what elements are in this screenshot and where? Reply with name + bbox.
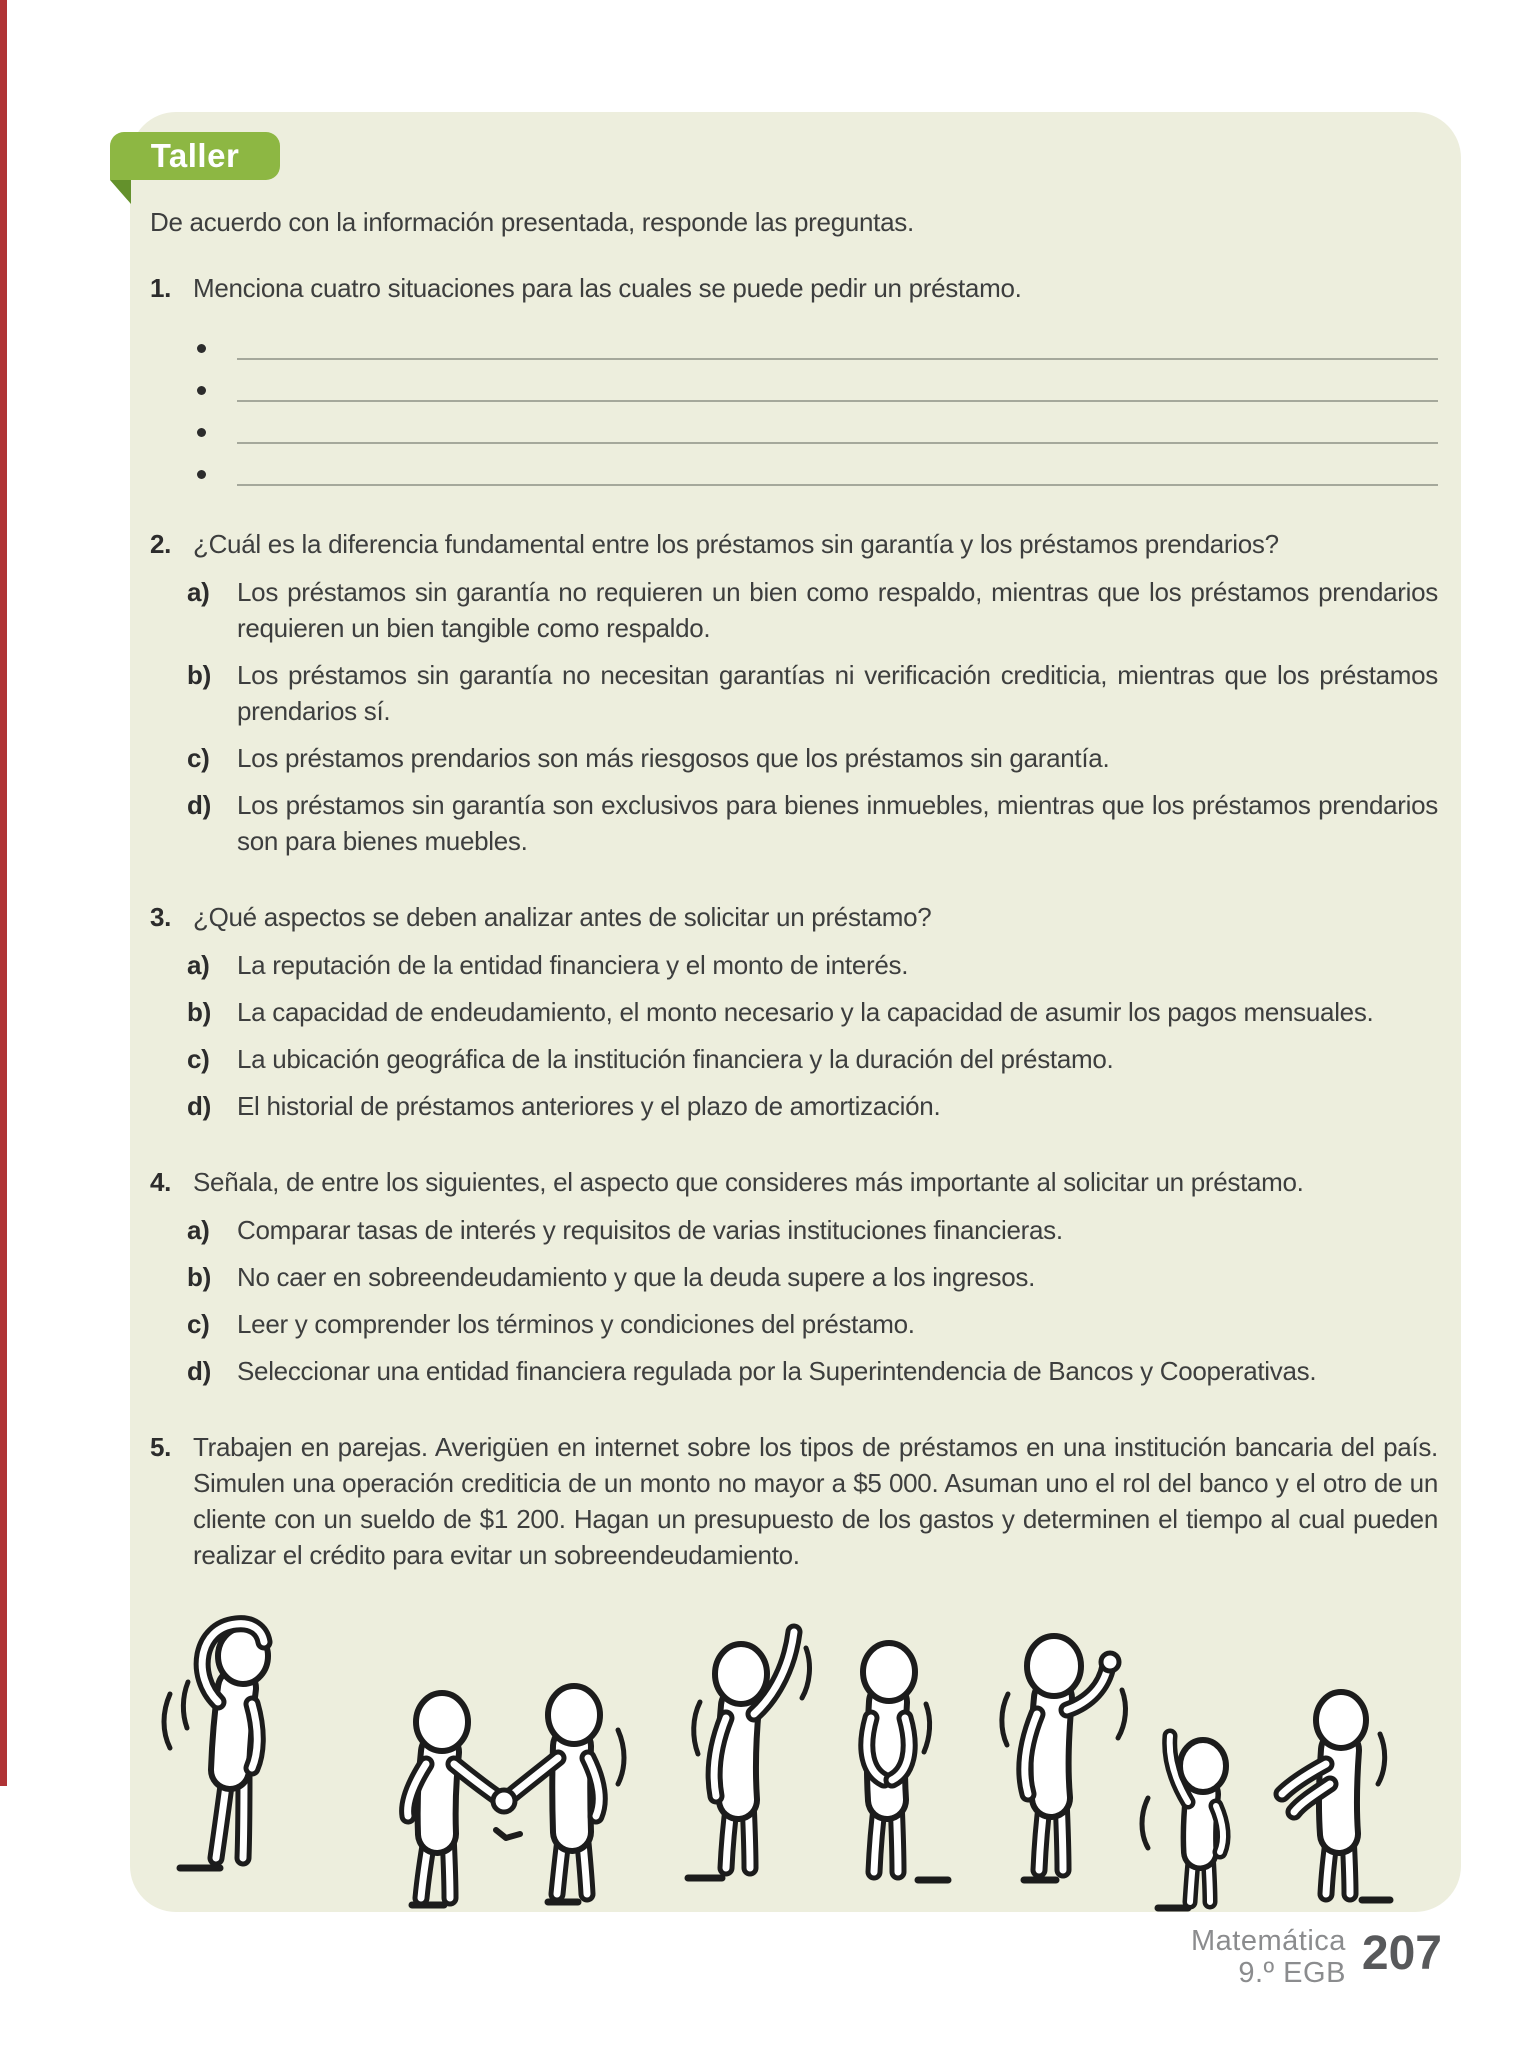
person-figure [493,1686,624,1902]
question-head [150,899,1438,935]
person-figure [408,1693,500,1905]
option-row [187,1212,1438,1248]
option-text: El historial de préstamos anteriores y el plazo de amortización. [237,1091,941,1121]
person-figure [1282,1692,1390,1900]
option-row [187,574,1438,646]
bullet-dot-icon [197,344,206,353]
option-letter: a) [187,1215,210,1245]
question-head [150,1164,1438,1200]
answer-line[interactable] [197,360,1438,402]
answer-rule[interactable] [237,400,1438,402]
option-letter: d) [187,790,211,820]
option-text: Leer y comprender los términos y condiciones del préstamo. [237,1309,915,1339]
footer-grade: 9.º EGB [1238,1956,1346,1989]
answer-rule[interactable] [237,484,1438,486]
person-figure [1142,1736,1226,1908]
option-text: La capacidad de endeudamiento, el monto necesario y la capacidad de asumir los pagos mensuales. [237,997,1374,1027]
option-text: Los préstamos sin garantía no necesitan garantías ni verificación crediticia, mientras que los préstamos prendarios sí. [237,660,1438,726]
option-text: Los préstamos sin garantía son exclusivos para bienes inmuebles, mientras que los préstamos prendarios son para bienes muebles. [237,790,1438,856]
option-letter: d) [187,1091,211,1121]
question-5 [150,1429,1438,1573]
option-letter: c) [187,743,210,773]
option-text: La ubicación geográfica de la institución financiera y la duración del préstamo. [237,1044,1114,1074]
option-text: Comparar tasas de interés y requisitos de varias instituciones financieras. [237,1215,1063,1245]
option-text: La reputación de la entidad financiera y el monto de interés. [237,950,909,980]
option-text: No caer en sobreendeudamiento y que la deuda supere a los ingresos. [237,1262,1035,1292]
option-row [187,1306,1438,1342]
footer-subject-grade [1191,1926,1346,1990]
bullet-dot-icon [197,386,206,395]
question-text: Señala, de entre los siguientes, el aspecto que consideres más importante al solicitar un préstamo. [193,1167,1304,1197]
question-number: 5. [150,1432,172,1462]
option-row [187,657,1438,729]
question-text: ¿Qué aspectos se deben analizar antes de solicitar un préstamo? [193,902,932,932]
question-text: ¿Cuál es la diferencia fundamental entre los préstamos sin garantía y los préstamos prendarios? [193,529,1279,559]
person-figure [863,1643,948,1880]
option-row [187,787,1438,859]
answer-line[interactable] [197,402,1438,444]
answer-line[interactable] [197,318,1438,360]
question-4 [150,1164,1438,1389]
person-figure [1002,1636,1126,1880]
answer-rule[interactable] [237,358,1438,360]
question-1 [150,270,1438,486]
option-row [187,1353,1438,1389]
option-row [187,1088,1438,1124]
question-number: 1. [150,273,172,303]
question-3 [150,899,1438,1124]
option-row [187,947,1438,983]
bullet-dot-icon [197,428,206,437]
option-row [187,1041,1438,1077]
question-text: Trabajen en parejas. Averigüen en internet sobre los tipos de préstamos en una institución bancaria del país. Simulen una operación crediticia de un monto no mayor a $5 000. Asuman uno el rol del banco y el otro de un cliente con un sueldo de $1 200. Hagan un presupuesto de los gastos y determinen el tiempo al cual pueden realizar el crédito para evitar un sobreendeudamiento. [193,1432,1438,1570]
intro-text: De acuerdo con la información presentada, responde las preguntas. [150,207,914,237]
taller-badge-fold-icon [110,180,131,204]
option-text: Los préstamos sin garantía no requieren un bien como respaldo, mientras que los préstamos prendarios requieren un bien tangible como respaldo. [237,577,1438,643]
question-number: 2. [150,529,172,559]
option-letter: c) [187,1044,210,1074]
option-letter: a) [187,577,210,607]
question-text: Menciona cuatro situaciones para las cuales se puede pedir un préstamo. [193,273,1022,303]
question-head [150,526,1438,562]
answer-line[interactable] [197,444,1438,486]
option-letter: c) [187,1309,210,1339]
page-footer [1191,1926,1442,1990]
left-edge-stripe [0,0,7,1786]
page-number: 207 [1361,1927,1442,1980]
person-figure [164,1624,268,1868]
option-row [187,1259,1438,1295]
option-letter: d) [187,1356,211,1386]
footer-subject: Matemática [1191,1925,1346,1957]
taller-badge-label: Taller [150,137,240,174]
option-letter: a) [187,950,210,980]
option-letter: b) [187,660,211,690]
option-text: Los préstamos prendarios son más riesgosos que los préstamos sin garantía. [237,743,1110,773]
option-row [187,740,1438,776]
bullet-dot-icon [197,470,206,479]
question-head [150,270,1438,306]
question-number: 4. [150,1167,172,1197]
answer-lines [150,318,1438,486]
question-number: 3. [150,902,172,932]
people-illustration [140,1602,1460,1912]
option-letter: b) [187,997,211,1027]
question-2 [150,526,1438,859]
person-figure [688,1632,809,1878]
option-row [187,994,1438,1030]
panel-content [150,204,1438,1613]
answer-rule[interactable] [237,442,1438,444]
question-head [150,1429,1438,1573]
taller-badge [110,132,280,180]
option-text: Seleccionar una entidad financiera regulada por la Superintendencia de Bancos y Cooperativas. [237,1356,1317,1386]
option-letter: b) [187,1262,211,1292]
